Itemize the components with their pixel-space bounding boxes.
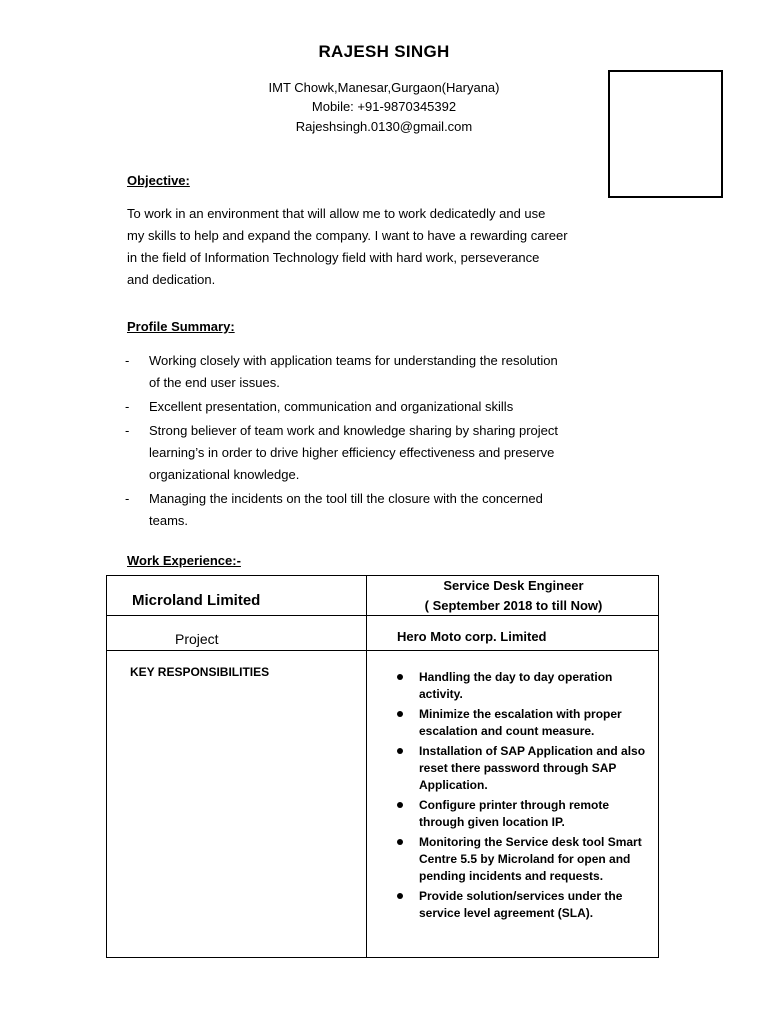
item-line: Monitoring the Service desk tool Smart	[419, 835, 642, 849]
item-line: of the end user issues.	[149, 375, 280, 390]
list-item	[125, 420, 605, 486]
item-line: Installation of SAP Application and also	[419, 744, 646, 758]
list-item	[125, 350, 605, 394]
job-role: Service Desk Engineer	[443, 578, 584, 593]
item-line: Configure printer through remote	[419, 798, 609, 812]
company-name: Microland Limited	[132, 592, 261, 609]
item-line: Managing the incidents on the tool till the closure with the concerned	[149, 491, 543, 506]
item-line: teams.	[149, 513, 189, 528]
work-experience-table	[106, 575, 659, 958]
item-line: Handling the day to day operation	[419, 670, 613, 684]
list-item	[392, 669, 657, 703]
list-item	[392, 743, 657, 794]
item-line: Minimize the escalation with proper	[419, 707, 622, 721]
job-period: ( September 2018 to till Now)	[424, 598, 603, 613]
table-divider	[107, 650, 658, 651]
bullet-dot	[397, 839, 403, 845]
bullet-dot	[397, 748, 403, 754]
item-line: pending incidents and requests.	[419, 869, 604, 883]
photo-placeholder	[608, 70, 723, 198]
objective-text	[127, 203, 607, 291]
item-line: through given location IP.	[419, 815, 565, 829]
profile-summary-heading: Profile Summary:	[127, 319, 235, 334]
item-line: Excellent presentation, communication and organizational skills	[149, 399, 514, 414]
objective-heading: Objective:	[127, 173, 190, 188]
item-line: organizational knowledge.	[149, 467, 300, 482]
item-line: escalation and count measure.	[419, 724, 595, 738]
item-line: activity.	[419, 687, 463, 701]
dash-marker: -	[125, 491, 130, 506]
email: Rajeshsingh.0130@gmail.com	[295, 119, 473, 134]
project-name: Hero Moto corp. Limited	[397, 629, 547, 644]
item-line: Strong believer of team work and knowledge sharing by sharing project	[149, 423, 559, 438]
key-responsibilities-label: KEY RESPONSIBILITIES	[130, 665, 270, 679]
objective-line: To work in an environment that will allow me to work dedicatedly and use	[127, 206, 546, 221]
dash-marker: -	[125, 399, 130, 414]
item-line: Working closely with application teams for understanding the resolution	[149, 353, 558, 368]
objective-line: my skills to help and expand the company. I want to have a rewarding career	[127, 228, 568, 243]
bullet-dot	[397, 802, 403, 808]
list-item	[392, 834, 657, 885]
objective-line: in the field of Information Technology field with hard work, perseverance	[127, 250, 540, 265]
work-experience-heading: Work Experience:-	[127, 553, 241, 568]
list-item	[125, 396, 605, 418]
item-line: Centre 5.5 by Microland for open and	[419, 852, 631, 866]
bullet-dot	[397, 893, 403, 899]
list-item	[125, 488, 605, 532]
bullet-dot	[397, 711, 403, 717]
address: IMT Chowk,Manesar,Gurgaon(Haryana)	[268, 80, 500, 95]
responsibilities-list	[392, 669, 657, 925]
dash-marker: -	[125, 353, 130, 368]
list-item	[392, 888, 657, 922]
candidate-name: RAJESH SINGH	[318, 42, 450, 61]
project-label: Project	[175, 631, 219, 647]
dash-marker: -	[125, 423, 130, 438]
list-item	[392, 797, 657, 831]
item-line: reset there password through SAP	[419, 761, 617, 775]
item-line: Application.	[419, 778, 488, 792]
item-line: service level agreement (SLA).	[419, 906, 594, 920]
list-item	[392, 706, 657, 740]
table-divider	[366, 576, 367, 957]
objective-line: and dedication.	[127, 272, 216, 287]
item-line: learning’s in order to drive higher efficiency effectiveness and preserve	[149, 445, 555, 460]
item-line: Provide solution/services under the	[419, 889, 623, 903]
bullet-dot	[397, 674, 403, 680]
mobile: Mobile: +91-9870345392	[311, 99, 457, 114]
table-divider	[107, 615, 658, 616]
profile-summary-list	[125, 350, 605, 534]
